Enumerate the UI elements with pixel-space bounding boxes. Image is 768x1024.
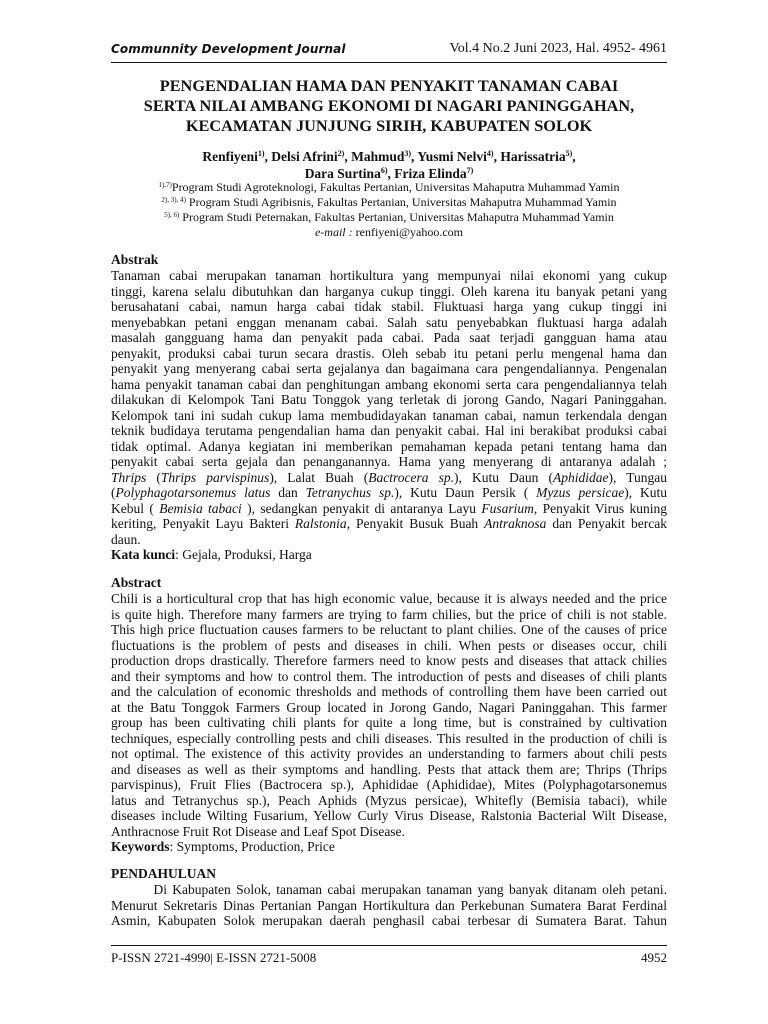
- author-sup: 5): [565, 149, 573, 158]
- abstract-line: latus and Tetranychus sp.), Peach Aphids (Myzus persicae), Whitefly (Bemisia tabaci), while: [111, 792, 667, 808]
- abstract-line: and diseases as well as their symptoms and handling. Pests that attack them are; Thrips (Thrips: [111, 761, 667, 777]
- affiliation-line: $^{5), 6)}$ Program Studi Peternakan, Fakultas Pertanian, Universitas Mahaputra Muhammad Yamin: [164, 210, 614, 224]
- abstrak-line: penyakit, produksi cabai turun secara drastis. Oleh sebab itu petani perlu mengenal hama dan: [111, 345, 667, 361]
- abstrak-line: hama penyakit tanaman cabai dan penghitungan ambang ekonomi serta cara pengendaliannya telah: [111, 376, 667, 392]
- author-sup: 2): [337, 149, 345, 158]
- abstract-line: Anthracnose Fruit Rot Disease and Leaf Spot Disease.: [111, 823, 405, 839]
- author-sup: 7): [466, 166, 474, 175]
- abstrak-line: Tanaman cabai merupakan tanaman hortikultura yang mempunyai nilai ekonomi yang cukup: [111, 268, 667, 283]
- email-line: [111, 225, 667, 240]
- header-rule: [111, 62, 667, 63]
- email-address[interactable]: renfiyeni@yahoo.com: [355, 225, 463, 239]
- abstrak-line: Thrips (Thrips parvispinus), Lalat Buah (Bactrocera sp.), Kutu Daun (Aphididae), Tungau: [111, 469, 668, 485]
- abstrak-line: (Polyphagotarsonemus latus dan Tetranychus sp.), Kutu Daun Persik ( Myzus persicae), Kutu: [111, 485, 667, 500]
- author-name: Dara Surtina: [304, 166, 381, 181]
- abstract-line: group has been cultivating chili plants for quite a long time, but is constrained by cultivation: [111, 715, 667, 730]
- author-name: Delsi Afrini: [271, 149, 338, 164]
- abstract-line: and their symptoms and how to control them. The introduction of pests and diseases of chili plants: [111, 668, 667, 684]
- abstract-line: not optimal. The existence of this activity provides an understanding to farmers about chili pests: [111, 746, 667, 761]
- pendahuluan-line: Di Kabupaten Solok, tanaman cabai merupakan tanaman yang banyak ditanam oleh petani.: [111, 882, 667, 897]
- author-sup: 3): [404, 149, 412, 158]
- keywords: Keywords: Symptoms, Production, Price: [111, 839, 335, 854]
- kata-kunci: Kata kunci: Gejala, Produksi, Harga: [111, 547, 312, 562]
- abstract-line: Chili is a horticultural crop that has high economic value, because it is always needed and the price: [111, 591, 667, 606]
- abstract-section: [111, 575, 667, 855]
- abstrak-line: Kebul ( Bemisia tabaci ), sedangkan penyakit di antaranya Layu Fusarium, Penyakit Virus kuning: [111, 500, 667, 516]
- affiliation-line: $^{2), 3), 4)}$ Program Studi Agribisnis, Fakultas Pertanian, Universitas Mahaputra Muhammad Yamin: [161, 195, 617, 209]
- footer-rule: [111, 945, 667, 946]
- author-name: Yusmi Nelvi: [417, 149, 487, 164]
- abstrak-line: Kelompok tani ini sudah cukup lama membudidayakan tanaman cabai, namun terkendala dengan: [111, 407, 667, 423]
- issn-text: P-ISSN 2721-4990| E-ISSN 2721-5008: [111, 950, 317, 965]
- abstract-line: and the calculation of economic thresholds and methods of controlling them have been carried out: [111, 684, 667, 699]
- author-list: Renfiyeni$^{1)}$, Delsi Afrini$^{2)}$, Mahmud$^{3)}$, Yusmi Nelvi$^{4)}$, Harissatria$^{5)}$, Dara Surtina$^{6)}$, Friza Elinda$^{7)}$: [202, 149, 576, 181]
- email-label: e-mail :: [314, 225, 356, 239]
- abstract-line: diseases include Wilting Fusarium, Yellow Curly Virus Disease, Ralstonia Bacterial Wilt Disease,: [111, 808, 667, 823]
- running-header: [111, 42, 667, 62]
- abstrak-line: menyebabkan petani enggan menanam cabai. Salah satu penyebabkan fluktuasi harga adalah: [111, 314, 667, 330]
- abstrak-line: penyakit yang menyerang cabai serta gejalanya dan bagaimana cara pengendaliannya. Pengenalan: [111, 361, 667, 376]
- abstrak-line: tidak optimal. Adanya kegiatan ini memberikan pemahaman kepada petani tentang hama dan: [111, 438, 667, 454]
- abstract-line: is quite high. Therefore many farmers are trying to farm chilies, but the price of chili is not stable.: [111, 606, 667, 622]
- pendahuluan-line: Menurut Sekretaris Dinas Pertanian Pangan Hortikultura dan Perkebunan Sumatera Barat Ferdinal: [111, 897, 667, 913]
- abstract-line: production drops drastically. Therefore farmers need to know pests and diseases that attack chilies: [111, 653, 667, 668]
- abstract-heading: Abstract: [111, 575, 162, 590]
- author-name: Mahmud: [351, 149, 405, 164]
- abstract-line: techniques, especially controlling pests and chili diseases. This resulted in the production of chili is: [111, 730, 667, 746]
- abstrak-line: masalah gangguang hama dan penyakit pada cabai. Pada saat terjadi gangguan hama atau: [111, 330, 667, 345]
- title-line: PENGENDALIAN HAMA DAN PENYAKIT TANAMAN CABAI: [159, 76, 619, 95]
- abstract-line: This high price fluctuation causes farmers to be reluctant to plant chilies. One of the causes of price: [111, 622, 667, 637]
- abstrak-line: keriting, Penyakit Layu Bakteri Ralstonia, Penyakit Busuk Buah Antraknosa dan Penyakit bercak: [111, 516, 667, 531]
- author-sup: 1): [257, 149, 265, 158]
- abstrak-line: berusahatani cabai, namun harga cabai tidak stabil. Fluktuasi harga yang cukup tinggi ini: [111, 299, 667, 314]
- abstract-line: at the Batu Tonggok Farmers Group located in Jorong Gando, Nagari Paninggahan. This farmer: [111, 699, 667, 715]
- pendahuluan-section: [111, 866, 667, 929]
- abstrak-line: teknik budidaya terutama pengendalian hama dan penyakit cabai. Hal ini berakibat produksi cabai: [111, 423, 667, 438]
- page-number: 4952: [641, 950, 667, 965]
- abstract-line: parvispinus), Fruit Flies (Bactrocera sp.), Aphididae (Aphididae), Mites (Polyphagotarsonemus: [111, 777, 667, 792]
- abstract-line: fluctuations is the problem of pests and diseases in chili. When pests or diseases occur, chili: [111, 637, 667, 653]
- abstrak-line: penyakit cabai serta gejala dan penanganannya. Hama yang menyerang di antaranya adalah ;: [111, 454, 667, 469]
- author-name: Renfiyeni: [202, 149, 258, 164]
- abstrak-heading: Abstrak: [111, 252, 159, 267]
- author-sup: 6): [380, 166, 388, 175]
- volume-info: Vol.4 No.2 Juni 2023, Hal. 4952- 4961: [449, 41, 667, 56]
- abstrak-line: tinggi, karena selalu dibutuhkan dan harganya cukup tinggi. Oleh karena itu banyak petani yang: [111, 283, 667, 299]
- affiliations: [111, 180, 667, 240]
- affiliation-line: $^{1),7)}$Program Studi Agroteknologi, Fakultas Pertanian, Universitas Mahaputra Muhammad Yamin: [158, 180, 620, 194]
- abstrak-line: daun.: [111, 531, 141, 547]
- pendahuluan-heading: PENDAHULUAN: [111, 866, 217, 881]
- title-line: SERTA NILAI AMBANG EKONOMI DI NAGARI PANINGGAHAN,: [143, 96, 635, 115]
- abstrak-section: [111, 252, 667, 563]
- author-name: Harissatria: [500, 149, 566, 164]
- abstrak-line: dilakukan di Kelompok Tani Batu Tonggok yang terletak di jorong Gando, Nagari Paninggahan.: [111, 392, 667, 407]
- paper-title: [111, 76, 667, 136]
- author-name: Friza Elinda: [394, 166, 467, 181]
- journal-name: Communnity Development Journal: [111, 42, 346, 56]
- author-sup: 4): [486, 149, 494, 158]
- pendahuluan-line: Asmin, Kabupaten Solok merupakan daerah penghasil cabai terbesar di Sumatera Barat. Tahun: [111, 913, 667, 928]
- title-line: KECAMATAN JUNJUNG SIRIH, KABUPATEN SOLOK: [185, 116, 593, 135]
